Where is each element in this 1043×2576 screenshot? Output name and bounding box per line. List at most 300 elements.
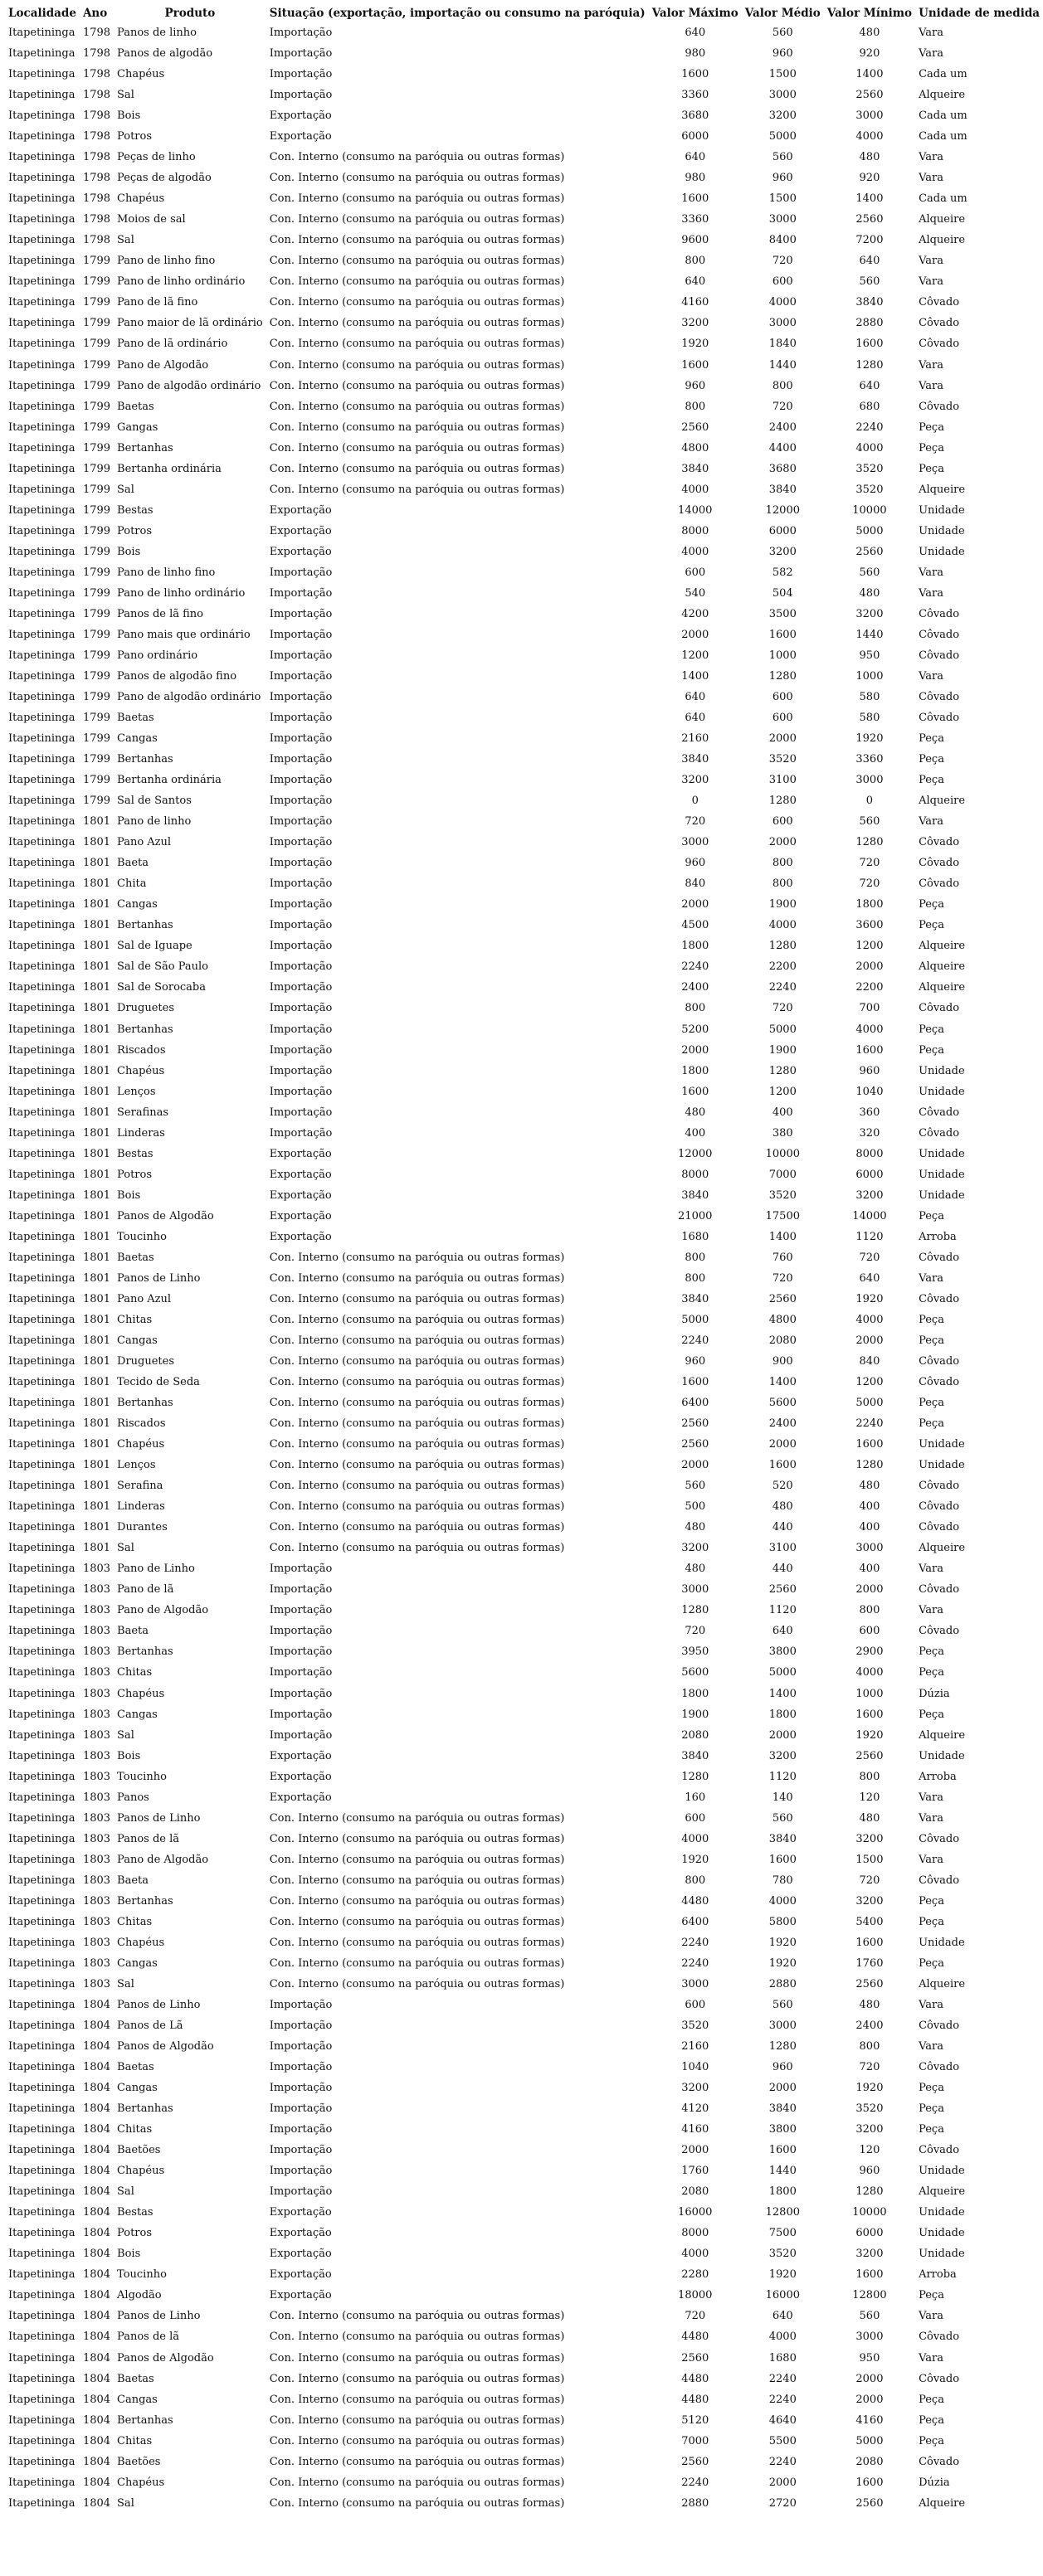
- table-row: [5, 1725, 1043, 1746]
- cell-ano: 1804: [82, 2413, 111, 2427]
- table-row: [5, 1061, 1043, 1081]
- cell-situacao: Importação: [269, 1998, 333, 2011]
- cell-valor-minimo: 640: [859, 1271, 880, 1285]
- cell-unidade: Côvado: [919, 296, 960, 309]
- cell-valor-medio: 2000: [768, 1728, 797, 1742]
- cell-valor-maximo: 500: [685, 1500, 706, 1514]
- cell-valor-minimo: 480: [859, 1998, 880, 2011]
- table-row: [5, 790, 1043, 811]
- table-row: [5, 583, 1043, 604]
- cell-unidade: Côvado: [919, 1521, 960, 1534]
- cell-situacao: Con. Interno (consumo na paróquia ou outras formas): [269, 1500, 565, 1514]
- cell-localidade: Itapetininga: [8, 1459, 76, 1472]
- cell-valor-minimo: 3200: [855, 1894, 884, 1908]
- cell-valor-maximo: 4000: [681, 483, 709, 496]
- cell-unidade: Vara: [919, 1811, 943, 1825]
- cell-unidade: Vara: [919, 669, 943, 683]
- cell-produto: Chapéus: [117, 1687, 165, 1700]
- cell-ano: 1804: [82, 2455, 111, 2468]
- cell-unidade: Vara: [919, 47, 943, 61]
- cell-valor-maximo: 1900: [681, 1708, 709, 1721]
- cell-valor-minimo: 640: [859, 255, 880, 268]
- cell-valor-medio: 1500: [768, 192, 797, 206]
- cell-valor-minimo: 2000: [855, 2372, 884, 2385]
- cell-valor-minimo: 1200: [855, 940, 884, 953]
- cell-situacao: Con. Interno (consumo na paróquia ou outras formas): [269, 192, 565, 206]
- cell-valor-minimo: 960: [859, 1064, 880, 1077]
- cell-ano: 1801: [82, 981, 111, 994]
- cell-ano: 1804: [82, 2206, 111, 2219]
- cell-valor-medio: 3840: [768, 2102, 797, 2116]
- cell-valor-maximo: 5200: [681, 1023, 709, 1036]
- cell-valor-minimo: 4000: [855, 1313, 884, 1326]
- table-row: [5, 666, 1043, 687]
- table-row: [5, 1227, 1043, 1247]
- cell-produto: Sal: [117, 2185, 134, 2199]
- cell-localidade: Itapetininga: [8, 2206, 76, 2219]
- table-row: [5, 2452, 1043, 2472]
- cell-valor-maximo: 2240: [681, 2476, 709, 2489]
- cell-situacao: Exportação: [269, 1209, 332, 1222]
- cell-produto: Panos: [117, 1791, 149, 1804]
- cell-valor-minimo: 800: [859, 2040, 880, 2054]
- cell-valor-medio: 4000: [768, 2331, 797, 2344]
- table-row: [5, 1662, 1043, 1683]
- cell-situacao: Con. Interno (consumo na paróquia ou outras formas): [269, 1894, 565, 1908]
- cell-ano: 1799: [82, 358, 111, 372]
- cell-localidade: Itapetininga: [8, 1811, 76, 1825]
- table-row: [5, 85, 1043, 105]
- cell-valor-maximo: 3360: [681, 213, 709, 226]
- cell-localidade: Itapetininga: [8, 130, 76, 143]
- cell-ano: 1799: [82, 732, 111, 746]
- cell-localidade: Itapetininga: [8, 1604, 76, 1617]
- cell-localidade: Itapetininga: [8, 1894, 76, 1908]
- cell-situacao: Con. Interno (consumo na paróquia ou outras formas): [269, 1936, 565, 1949]
- cell-valor-minimo: 1500: [855, 1853, 884, 1866]
- cell-situacao: Importação: [269, 2165, 333, 2178]
- cell-situacao: Importação: [269, 815, 333, 829]
- cell-valor-minimo: 1600: [855, 1043, 884, 1057]
- header-valor-maximo: Valor Máximo: [651, 7, 738, 20]
- cell-situacao: Con. Interno (consumo na paróquia ou outras formas): [269, 1874, 565, 1887]
- cell-localidade: Itapetininga: [8, 1936, 76, 1949]
- cell-localidade: Itapetininga: [8, 109, 76, 123]
- cell-ano: 1804: [82, 2393, 111, 2406]
- cell-localidade: Itapetininga: [8, 815, 76, 829]
- cell-valor-medio: 1920: [768, 1936, 797, 1949]
- cell-ano: 1803: [82, 1894, 111, 1908]
- cell-unidade: Alqueire: [919, 981, 966, 994]
- cell-produto: Algodão: [117, 2289, 162, 2302]
- cell-valor-minimo: 7200: [855, 234, 884, 247]
- cell-valor-medio: 2400: [768, 420, 797, 434]
- cell-ano: 1798: [82, 27, 111, 40]
- cell-unidade: Cada um: [919, 68, 967, 81]
- cell-localidade: Itapetininga: [8, 151, 76, 164]
- cell-unidade: Côvado: [919, 1355, 960, 1368]
- cell-valor-maximo: 3840: [681, 1292, 709, 1305]
- cell-valor-medio: 2240: [768, 2372, 797, 2385]
- cell-ano: 1801: [82, 877, 111, 891]
- cell-valor-medio: 2560: [768, 1583, 797, 1597]
- cell-valor-maximo: 3840: [681, 462, 709, 475]
- cell-situacao: Importação: [269, 628, 333, 641]
- cell-situacao: Con. Interno (consumo na paróquia ou outras formas): [269, 1417, 565, 1431]
- header-valor-minimo: Valor Mínimo: [826, 7, 913, 20]
- cell-valor-maximo: 4480: [681, 1894, 709, 1908]
- cell-ano: 1801: [82, 1459, 111, 1472]
- cell-ano: 1801: [82, 1521, 111, 1534]
- table-row: [5, 2472, 1043, 2493]
- table-row: [5, 2431, 1043, 2452]
- cell-situacao: Importação: [269, 877, 333, 891]
- cell-localidade: Itapetininga: [8, 1147, 76, 1160]
- cell-localidade: Itapetininga: [8, 1500, 76, 1514]
- cell-unidade: Vara: [919, 815, 943, 829]
- cell-localidade: Itapetininga: [8, 2019, 76, 2033]
- cell-valor-medio: 1600: [768, 628, 797, 641]
- table-row: [5, 1247, 1043, 1268]
- cell-produto: Chapéus: [117, 1064, 165, 1077]
- cell-unidade: Vara: [919, 2040, 943, 2054]
- cell-valor-medio: 960: [772, 172, 793, 185]
- cell-situacao: Exportação: [269, 545, 332, 558]
- cell-ano: 1804: [82, 2248, 111, 2261]
- cell-localidade: Itapetininga: [8, 1168, 76, 1181]
- cell-localidade: Itapetininga: [8, 1770, 76, 1783]
- cell-valor-minimo: 2000: [855, 2393, 884, 2406]
- cell-localidade: Itapetininga: [8, 566, 76, 579]
- table-row: [5, 2057, 1043, 2078]
- cell-unidade: Peça: [919, 2393, 944, 2406]
- cell-valor-minimo: 1400: [855, 192, 884, 206]
- cell-valor-maximo: 6400: [681, 1397, 709, 1410]
- cell-localidade: Itapetininga: [8, 1355, 76, 1368]
- cell-produto: Potros: [117, 130, 153, 143]
- table-row: [5, 832, 1043, 853]
- header-row: [5, 4, 1043, 22]
- cell-situacao: Con. Interno (consumo na paróquia ou outras formas): [269, 1915, 565, 1928]
- cell-valor-medio: 3520: [768, 753, 797, 766]
- cell-situacao: Importação: [269, 1085, 333, 1098]
- cell-produto: Chapéus: [117, 1936, 165, 1949]
- cell-situacao: Importação: [269, 753, 333, 766]
- cell-localidade: Itapetininga: [8, 1625, 76, 1638]
- cell-valor-medio: 10000: [765, 1147, 800, 1160]
- cell-valor-minimo: 580: [859, 712, 880, 725]
- cell-produto: Serafinas: [117, 1106, 169, 1119]
- cell-valor-maximo: 2880: [681, 2496, 709, 2510]
- cell-valor-minimo: 560: [859, 2310, 880, 2323]
- cell-unidade: Unidade: [919, 1085, 965, 1098]
- cell-valor-medio: 1120: [768, 1770, 797, 1783]
- cell-situacao: Importação: [269, 1583, 333, 1597]
- cell-unidade: Unidade: [919, 503, 965, 517]
- cell-valor-minimo: 2880: [855, 317, 884, 330]
- cell-situacao: Importação: [269, 795, 333, 808]
- cell-localidade: Itapetininga: [8, 2061, 76, 2074]
- cell-valor-medio: 1440: [768, 2165, 797, 2178]
- cell-unidade: Unidade: [919, 1936, 965, 1949]
- cell-ano: 1799: [82, 255, 111, 268]
- cell-valor-medio: 600: [772, 815, 793, 829]
- cell-localidade: Itapetininga: [8, 1956, 76, 1970]
- cell-valor-medio: 3520: [768, 2248, 797, 2261]
- cell-unidade: Côvado: [919, 2372, 960, 2385]
- cell-valor-minimo: 720: [859, 1874, 880, 1887]
- cell-valor-minimo: 480: [859, 27, 880, 40]
- cell-unidade: Unidade: [919, 1438, 965, 1451]
- cell-unidade: Unidade: [919, 1147, 965, 1160]
- table-row: [5, 355, 1043, 376]
- cell-situacao: Con. Interno (consumo na paróquia ou outras formas): [269, 1251, 565, 1264]
- cell-situacao: Con. Interno (consumo na paróquia ou outras formas): [269, 2310, 565, 2323]
- cell-situacao: Importação: [269, 1645, 333, 1659]
- table-row: [5, 1040, 1043, 1061]
- cell-produto: Bertanha ordinária: [117, 774, 222, 787]
- cell-valor-medio: 16000: [765, 2289, 800, 2302]
- cell-situacao: Importação: [269, 586, 333, 600]
- cell-produto: Chitas: [117, 1666, 153, 1679]
- cell-localidade: Itapetininga: [8, 2227, 76, 2240]
- cell-situacao: Importação: [269, 2185, 333, 2199]
- cell-valor-medio: 800: [772, 379, 793, 392]
- cell-produto: Baetões: [117, 2144, 161, 2157]
- cell-valor-maximo: 600: [685, 566, 706, 579]
- cell-unidade: Peça: [919, 1313, 944, 1326]
- cell-valor-medio: 1280: [768, 669, 797, 683]
- table-row: [5, 770, 1043, 790]
- cell-unidade: Vara: [919, 1604, 943, 1617]
- cell-valor-maximo: 480: [685, 1106, 706, 1119]
- table-row: [5, 1912, 1043, 1932]
- cell-situacao: Importação: [269, 732, 333, 746]
- cell-valor-minimo: 5000: [855, 1397, 884, 1410]
- table-row: [5, 479, 1043, 500]
- cell-localidade: Itapetininga: [8, 441, 76, 454]
- cell-ano: 1803: [82, 1645, 111, 1659]
- cell-produto: Lenços: [117, 1085, 156, 1098]
- cell-localidade: Itapetininga: [8, 1998, 76, 2011]
- cell-valor-maximo: 4480: [681, 2372, 709, 2385]
- cell-localidade: Itapetininga: [8, 940, 76, 953]
- cell-localidade: Itapetininga: [8, 1292, 76, 1305]
- cell-localidade: Itapetininga: [8, 1313, 76, 1326]
- cell-valor-maximo: 1800: [681, 940, 709, 953]
- cell-unidade: Côvado: [919, 628, 960, 641]
- cell-localidade: Itapetininga: [8, 898, 76, 911]
- cell-situacao: Con. Interno (consumo na paróquia ou outras formas): [269, 1292, 565, 1305]
- cell-localidade: Itapetininga: [8, 628, 76, 641]
- cell-unidade: Côvado: [919, 2019, 960, 2033]
- cell-valor-maximo: 1800: [681, 1064, 709, 1077]
- cell-valor-maximo: 2000: [681, 898, 709, 911]
- cell-unidade: Peça: [919, 2289, 944, 2302]
- cell-situacao: Exportação: [269, 2268, 332, 2282]
- cell-valor-medio: 8400: [768, 234, 797, 247]
- cell-unidade: Vara: [919, 566, 943, 579]
- cell-localidade: Itapetininga: [8, 1417, 76, 1431]
- cell-situacao: Con. Interno (consumo na paróquia ou outras formas): [269, 2393, 565, 2406]
- cell-produto: Chitas: [117, 1313, 153, 1326]
- cell-ano: 1803: [82, 1708, 111, 1721]
- cell-localidade: Itapetininga: [8, 669, 76, 683]
- cell-localidade: Itapetininga: [8, 1002, 76, 1015]
- cell-produto: Bertanhas: [117, 919, 173, 932]
- cell-situacao: Con. Interno (consumo na paróquia ou outras formas): [269, 1521, 565, 1534]
- cell-valor-minimo: 6000: [855, 2227, 884, 2240]
- cell-situacao: Importação: [269, 2123, 333, 2136]
- table-row: [5, 1787, 1043, 1808]
- cell-valor-maximo: 4480: [681, 2331, 709, 2344]
- cell-produto: Bois: [117, 1749, 141, 1762]
- cell-situacao: Con. Interno (consumo na paróquia ou outras formas): [269, 441, 565, 454]
- cell-localidade: Itapetininga: [8, 981, 76, 994]
- cell-valor-maximo: 1760: [681, 2165, 709, 2178]
- cell-unidade: Peça: [919, 1894, 944, 1908]
- cell-valor-maximo: 1600: [681, 1376, 709, 1389]
- cell-produto: Cangas: [117, 898, 158, 911]
- cell-ano: 1804: [82, 2496, 111, 2510]
- cell-situacao: Con. Interno (consumo na paróquia ou outras formas): [269, 317, 565, 330]
- cell-valor-maximo: 2240: [681, 1334, 709, 1347]
- cell-localidade: Itapetininga: [8, 649, 76, 662]
- table-row: [5, 188, 1043, 209]
- cell-valor-medio: 2000: [768, 2476, 797, 2489]
- cell-localidade: Itapetininga: [8, 1271, 76, 1285]
- cell-produto: Pano de Linho: [117, 1563, 195, 1576]
- cell-localidade: Itapetininga: [8, 420, 76, 434]
- cell-localidade: Itapetininga: [8, 1106, 76, 1119]
- cell-valor-maximo: 3680: [681, 109, 709, 123]
- cell-produto: Sal de Sorocaba: [117, 981, 207, 994]
- cell-valor-minimo: 2560: [855, 2496, 884, 2510]
- cell-situacao: Importação: [269, 1043, 333, 1057]
- cell-valor-maximo: 4800: [681, 441, 709, 454]
- table-row: [5, 2202, 1043, 2223]
- cell-unidade: Arroba: [919, 2268, 957, 2282]
- cell-unidade: Alqueire: [919, 483, 966, 496]
- table-row: [5, 998, 1043, 1018]
- cell-valor-minimo: 3600: [855, 919, 884, 932]
- cell-produto: Sal de Santos: [117, 795, 192, 808]
- cell-localidade: Itapetininga: [8, 1687, 76, 1700]
- cell-situacao: Con. Interno (consumo na paróquia ou outras formas): [269, 1397, 565, 1410]
- cell-valor-medio: 2000: [768, 1438, 797, 1451]
- cell-localidade: Itapetininga: [8, 2123, 76, 2136]
- cell-valor-maximo: 8000: [681, 1168, 709, 1181]
- cell-valor-maximo: 1600: [681, 1085, 709, 1098]
- cell-unidade: Côvado: [919, 691, 960, 704]
- cell-valor-maximo: 720: [685, 815, 706, 829]
- cell-produto: Panos de linho: [117, 27, 197, 40]
- cell-ano: 1799: [82, 441, 111, 454]
- cell-valor-medio: 5000: [768, 130, 797, 143]
- cell-ano: 1804: [82, 2185, 111, 2199]
- table-row: [5, 1621, 1043, 1641]
- cell-localidade: Itapetininga: [8, 712, 76, 725]
- cell-valor-maximo: 6400: [681, 1915, 709, 1928]
- cell-ano: 1799: [82, 753, 111, 766]
- cell-unidade: Peça: [919, 1209, 944, 1222]
- table-row: [5, 2223, 1043, 2243]
- cell-valor-medio: 3200: [768, 109, 797, 123]
- cell-localidade: Itapetininga: [8, 2413, 76, 2427]
- cell-ano: 1801: [82, 1397, 111, 1410]
- cell-situacao: Exportação: [269, 1230, 332, 1243]
- cell-localidade: Itapetininga: [8, 774, 76, 787]
- cell-situacao: Importação: [269, 1023, 333, 1036]
- cell-unidade: Vara: [919, 1853, 943, 1866]
- cell-localidade: Itapetininga: [8, 919, 76, 932]
- cell-localidade: Itapetininga: [8, 877, 76, 891]
- cell-ano: 1803: [82, 1563, 111, 1576]
- cell-ano: 1799: [82, 795, 111, 808]
- cell-produto: Linderas: [117, 1500, 165, 1514]
- cell-situacao: Exportação: [269, 503, 332, 517]
- cell-ano: 1804: [82, 2144, 111, 2157]
- cell-situacao: Exportação: [269, 2289, 332, 2302]
- table-row: [5, 417, 1043, 438]
- cell-produto: Druguetes: [117, 1002, 175, 1015]
- cell-unidade: Unidade: [919, 2165, 965, 2178]
- table-row: [5, 2098, 1043, 2119]
- cell-unidade: Côvado: [919, 1251, 960, 1264]
- cell-ano: 1804: [82, 2082, 111, 2095]
- table-row: [5, 2140, 1043, 2160]
- cell-valor-minimo: 1280: [855, 1459, 884, 1472]
- cell-ano: 1804: [82, 2061, 111, 2074]
- cell-valor-medio: 2880: [768, 1977, 797, 1990]
- cell-valor-maximo: 560: [685, 1480, 706, 1493]
- cell-valor-minimo: 2560: [855, 89, 884, 102]
- cell-situacao: Con. Interno (consumo na paróquia ou outras formas): [269, 234, 565, 247]
- cell-ano: 1799: [82, 462, 111, 475]
- cell-localidade: Itapetininga: [8, 1230, 76, 1243]
- cell-localidade: Itapetininga: [8, 1126, 76, 1140]
- cell-produto: Sal: [117, 1542, 134, 1555]
- cell-situacao: Exportação: [269, 1749, 332, 1762]
- cell-ano: 1799: [82, 524, 111, 537]
- cell-localidade: Itapetininga: [8, 1188, 76, 1202]
- cell-valor-medio: 480: [772, 1500, 793, 1514]
- cell-valor-maximo: 4000: [681, 1832, 709, 1845]
- cell-situacao: Importação: [269, 836, 333, 849]
- cell-situacao: Exportação: [269, 1770, 332, 1783]
- cell-valor-maximo: 2000: [681, 1043, 709, 1057]
- cell-valor-medio: 5000: [768, 1666, 797, 1679]
- cell-localidade: Itapetininga: [8, 732, 76, 746]
- cell-produto: Linderas: [117, 1126, 165, 1140]
- table-row: [5, 22, 1043, 43]
- cell-valor-minimo: 560: [859, 566, 880, 579]
- cell-valor-medio: 17500: [765, 1209, 800, 1222]
- cell-valor-medio: 5000: [768, 1023, 797, 1036]
- cell-valor-minimo: 120: [859, 2144, 880, 2157]
- cell-produto: Sal: [117, 2496, 134, 2510]
- cell-produto: Toucinho: [117, 1770, 167, 1783]
- cell-valor-maximo: 4120: [681, 2102, 709, 2116]
- cell-unidade: Côvado: [919, 857, 960, 870]
- cell-situacao: Importação: [269, 47, 333, 61]
- cell-unidade: Côvado: [919, 1625, 960, 1638]
- cell-valor-medio: 900: [772, 1355, 793, 1368]
- cell-unidade: Alqueire: [919, 234, 966, 247]
- cell-produto: Panos de lã fino: [117, 607, 204, 620]
- cell-produto: Pano Azul: [117, 1292, 172, 1305]
- cell-unidade: Côvado: [919, 1500, 960, 1514]
